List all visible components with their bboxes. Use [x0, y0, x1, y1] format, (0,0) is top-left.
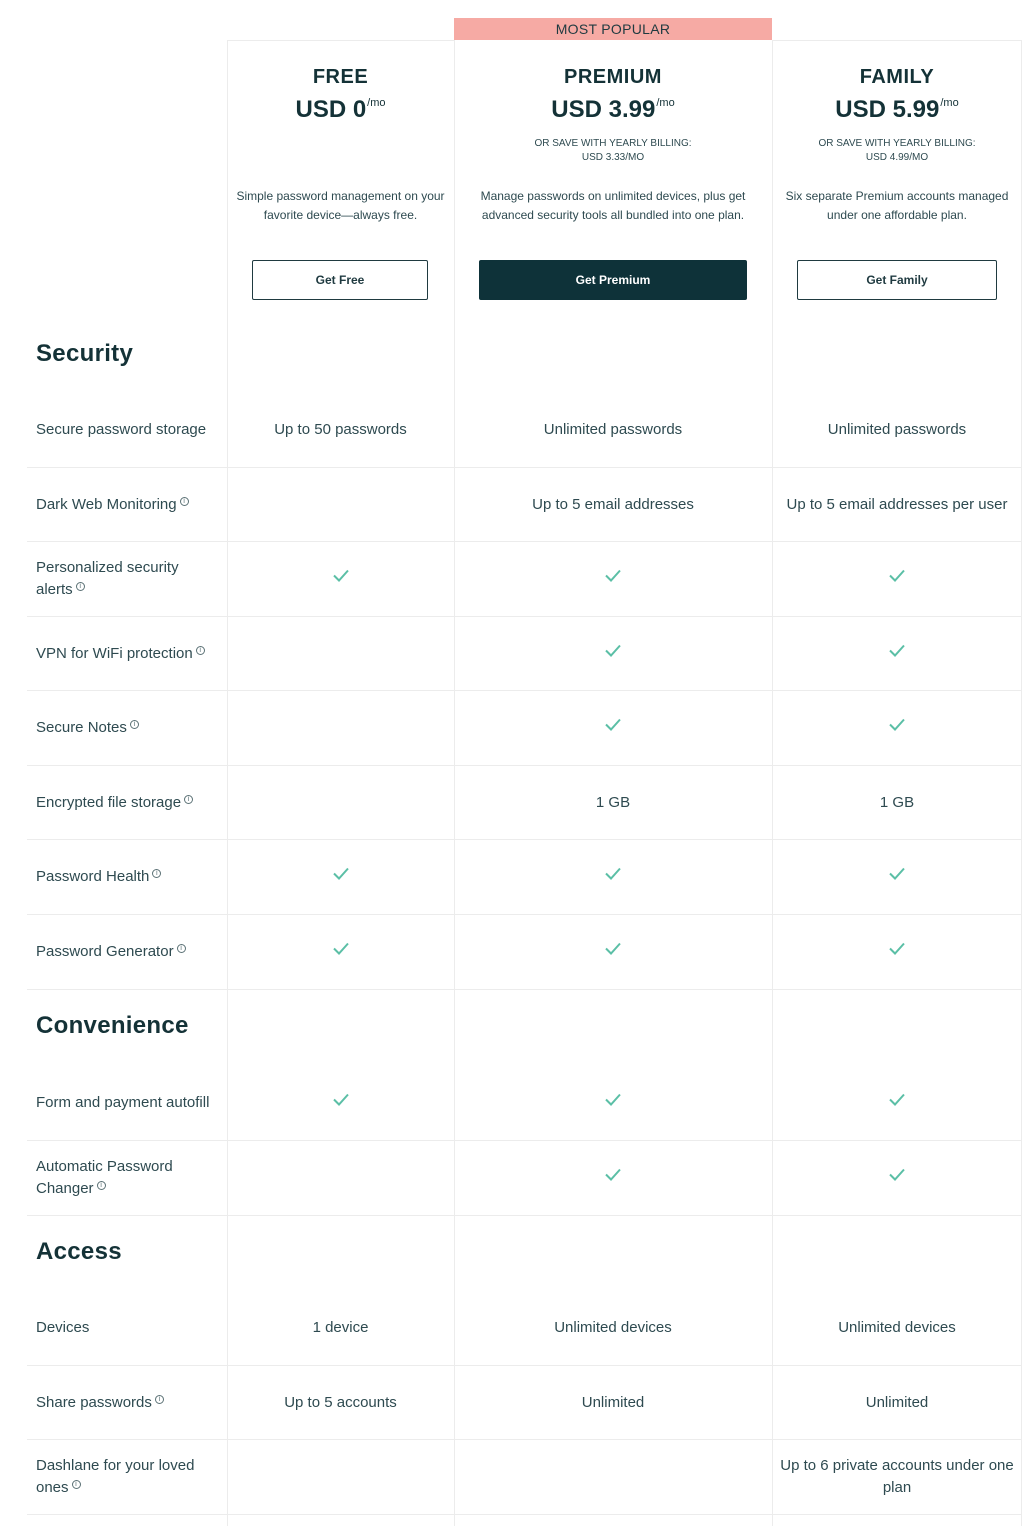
feature-label: Personalized security alerts i — [36, 559, 179, 598]
feature-label: Encrypted file storage i — [36, 792, 216, 814]
yearly-billing-note: OR SAVE WITH YEARLY BILLING: USD 4.99/MO — [818, 138, 976, 163]
feature-label: Devices — [36, 1319, 90, 1336]
check-icon — [887, 939, 907, 959]
plan-name: FAMILY — [859, 66, 935, 88]
plan-price: USD $0^{/mo}$ — [295, 96, 386, 123]
plan-description: Six separate Premium accounts managed under one affordable plan. — [785, 189, 1009, 222]
plan-name: PREMIUM — [564, 66, 662, 88]
free-value: 1 device — [312, 1319, 369, 1336]
feature-row-password-health — [27, 840, 1022, 915]
info-icon[interactable]: i — [152, 869, 161, 878]
plan-name: FREE — [312, 66, 369, 88]
most-popular-badge: MOST POPULAR — [454, 18, 772, 40]
section-title-convenience: Convenience — [36, 1012, 189, 1039]
check-icon — [887, 864, 907, 884]
get-premium-button[interactable]: Get Premium — [479, 260, 747, 300]
info-icon[interactable]: i — [177, 944, 186, 953]
feature-label: Secure password storage — [36, 420, 207, 438]
check-icon — [603, 1165, 623, 1185]
info-icon[interactable]: i — [180, 497, 189, 506]
free-check — [227, 1090, 454, 1117]
check-icon — [603, 939, 623, 959]
family-value: Unlimited — [865, 1393, 929, 1411]
premium-value: 1 GB — [595, 793, 631, 811]
get-family-button[interactable]: Get Family — [797, 260, 997, 300]
feature-label: Password Generator i — [36, 941, 216, 963]
feature-row-secure-notes — [27, 691, 1022, 766]
check-icon — [331, 1090, 351, 1110]
family-check — [772, 1090, 1022, 1117]
check-icon — [887, 566, 907, 586]
premium-value: Unlimited devices — [554, 1319, 672, 1336]
family-value: Up to 5 email addresses per user — [786, 495, 1008, 513]
info-icon[interactable]: i — [72, 1480, 81, 1489]
check-icon — [887, 640, 907, 660]
family-value: Up to 6 private accounts under one plan — [780, 1457, 1014, 1496]
family-value: Unlimited devices — [838, 1319, 956, 1336]
premium-check — [454, 939, 772, 966]
plan-price: USD $5.99^{/mo}$ — [835, 96, 959, 123]
check-icon — [887, 715, 907, 735]
feature-label: Password Health i — [36, 866, 216, 888]
plan-price: USD $3.99^{/mo}$ — [551, 96, 675, 123]
family-check — [772, 566, 1022, 593]
feature-row-password-changer — [27, 1141, 1022, 1216]
feature-row-file-storage — [27, 766, 1022, 840]
family-value: 1 GB — [879, 793, 915, 811]
plan-description: Simple password management on your favorite device—always free. — [236, 189, 445, 222]
info-icon[interactable]: i — [184, 795, 193, 804]
check-icon — [603, 640, 623, 660]
plan-premium — [454, 40, 772, 320]
family-check — [772, 640, 1022, 667]
plan-family — [772, 40, 1022, 320]
premium-check — [454, 1090, 772, 1117]
feature-label: Dark Web Monitoring i — [36, 494, 216, 516]
feature-row-password-generator — [27, 915, 1022, 990]
premium-check — [454, 640, 772, 667]
feature-row-password-storage — [27, 392, 1022, 468]
feature-label: Secure Notes i — [36, 717, 216, 739]
family-check — [772, 939, 1022, 966]
check-icon — [331, 566, 351, 586]
premium-check — [454, 566, 772, 593]
feature-label: Dashlane for your loved ones i — [36, 1457, 195, 1496]
feature-row-dark-web — [27, 468, 1022, 542]
feature-label: VPN for WiFi protection i — [36, 643, 216, 665]
info-icon[interactable]: i — [130, 720, 139, 729]
section-title-access: Access — [36, 1238, 122, 1265]
family-value: Unlimited passwords — [827, 420, 967, 438]
premium-check — [454, 1165, 772, 1192]
family-check — [772, 864, 1022, 891]
feature-row-devices — [27, 1291, 1022, 1366]
check-icon — [887, 1165, 907, 1185]
check-icon — [331, 939, 351, 959]
feature-row-share-passwords — [27, 1366, 1022, 1440]
info-icon[interactable]: i — [76, 582, 85, 591]
plan-description: Manage passwords on unlimited devices, plus get advanced security tools all bundled into one plan. — [480, 189, 746, 222]
feature-row-loved-ones — [27, 1440, 1022, 1515]
free-check — [227, 939, 454, 966]
feature-label: Form and payment autofill — [36, 1094, 210, 1111]
family-check — [772, 1165, 1022, 1192]
family-check — [772, 715, 1022, 742]
check-icon — [887, 1090, 907, 1110]
premium-value: Up to 5 email addresses — [532, 495, 694, 513]
check-icon — [331, 864, 351, 884]
check-icon — [603, 1090, 623, 1110]
info-icon[interactable]: i — [196, 646, 205, 655]
premium-value: Unlimited passwords — [543, 420, 683, 438]
feature-label: Automatic Password Changer i — [36, 1158, 173, 1197]
info-icon[interactable]: i — [155, 1395, 164, 1404]
premium-check — [454, 864, 772, 891]
feature-label: Share passwords i — [36, 1392, 216, 1414]
free-value: Up to 50 passwords — [274, 420, 407, 438]
premium-value: Unlimited — [581, 1393, 645, 1411]
check-icon — [603, 566, 623, 586]
free-check — [227, 566, 454, 593]
info-icon[interactable]: i — [97, 1181, 106, 1190]
check-icon — [603, 864, 623, 884]
yearly-billing-note: OR SAVE WITH YEARLY BILLING: USD 3.33/MO — [534, 138, 692, 163]
free-value: Up to 5 accounts — [284, 1393, 397, 1411]
feature-row-vpn — [27, 617, 1022, 691]
check-icon — [603, 715, 623, 735]
get-free-button[interactable]: Get Free — [252, 260, 428, 300]
section-title-security: Security — [36, 340, 134, 367]
feature-row-autofill — [27, 1066, 1022, 1141]
feature-row-security-alerts — [27, 542, 1022, 617]
free-check — [227, 864, 454, 891]
plan-free — [227, 40, 454, 320]
premium-check — [454, 715, 772, 742]
